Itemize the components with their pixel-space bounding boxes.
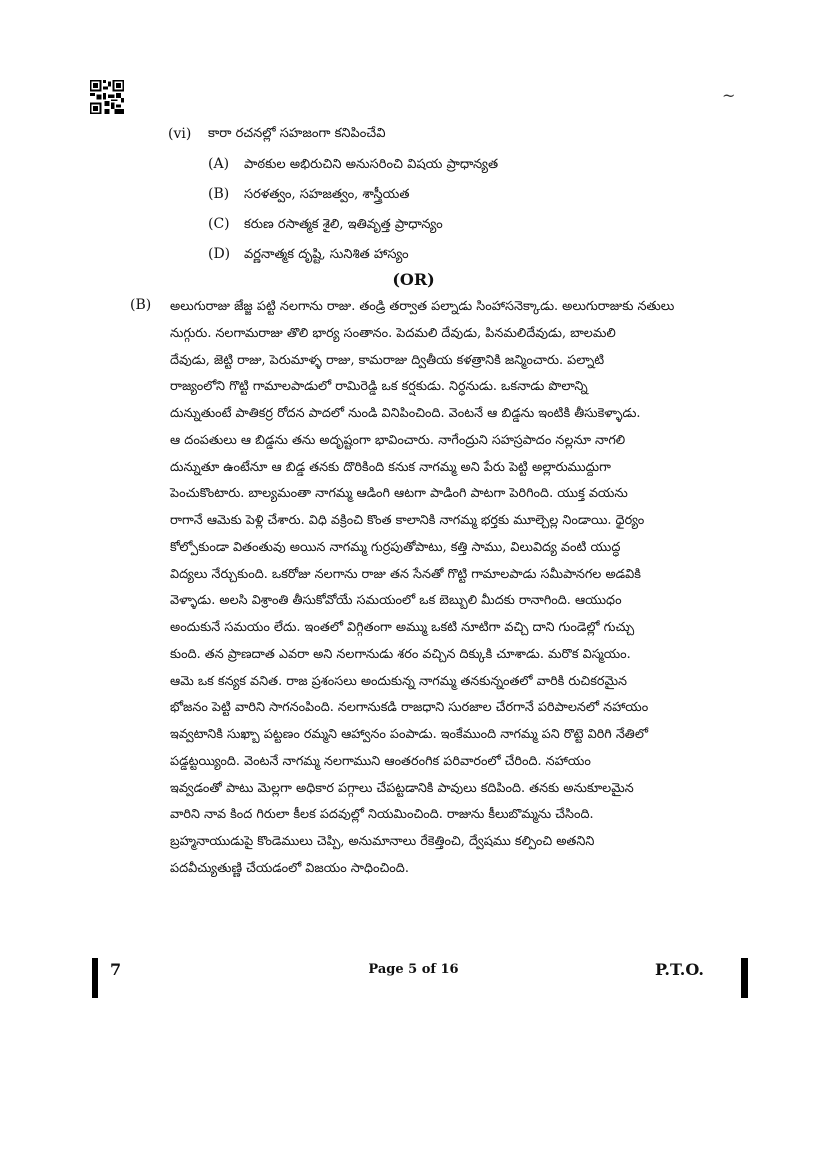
passage-line: రాజ్యంలోని గొట్టి గామాలపాడులో రామిరెడ్డి ఒక కర్షకుడు. నిర్ధనుడు. ఒకనాడు పొలాన్ని: [170, 379, 588, 395]
option-c: [208, 216, 443, 235]
option-letter: (A): [208, 156, 230, 172]
passage-line: పదవీచ్యుతుణ్ణి చేయడంలో విజయం సాధించింది.: [170, 860, 409, 876]
passage-line: పెంచుకొంటారు. బాల్యమంతా నాగమ్మ ఆడింగి ఆటగా పాడింగి పాటగా పెరిగింది. యుక్త వయను: [170, 486, 628, 502]
option-letter: (B): [208, 186, 230, 202]
passage-line: ఆమె ఒక కన్యక వనిత. రాజ ప్రశంసలు అందుకున్న నాగమ్మ తనకున్నంతలో వారికి రుచికరమైన: [170, 673, 628, 689]
option-text: కరుణ రసాత్మక శైలి, ఇతివృత్త ప్రాధాన్యం: [244, 217, 443, 232]
option-text: వర్ణనాత్మక దృష్టి, సునిశిత హాస్యం: [244, 247, 409, 262]
option-b: [208, 186, 409, 205]
passage-line: దున్నుతుంటే పాతికర్ర రోదన పాదలో నుండి వినిపించింది. వెంటనే ఆ బిడ్డను ఇంటికి తీసుకెళ్ళాడు.: [170, 406, 641, 421]
passage-label: (B): [130, 297, 152, 313]
passage-line: భోజనం పెట్టి వారిని సాగనంపింది. నలగానుకడి రాజధాని సురజాల చేరగానే పరిపాలనలో నహాయం: [170, 700, 649, 716]
footer-right-bar: [741, 958, 748, 998]
pto-label: P.T.O.: [655, 960, 704, 979]
passage-line: వెళ్ళాడు. అలసి విశ్రాంతి తీసుకోవోయే సమయంలో ఒక బెబ్బులి మీదకు రానాగింది. ఆయుధం: [170, 593, 622, 609]
passage-body: [170, 296, 700, 885]
header-tilde: ~: [722, 86, 736, 105]
passage-line: కుంది. తన ప్రాణదాత ఎవరా అని నలగానుడు శరం వచ్చిన దిక్కుకి చూశాడు. మరొక విస్మయం.: [170, 646, 631, 662]
option-d: [208, 246, 409, 265]
option-letter: (C): [208, 216, 230, 232]
question-label: (vi): [168, 126, 192, 142]
passage-line: విద్యలు నేర్చుకుంది. ఒకరోజు నలగాను రాజు తన సేనతో గొట్టి గామాలపాడు సమీపానగల అడవికి: [170, 566, 641, 582]
passage-line: దున్నుతూ ఉంటేనూ ఆ బిడ్డ తనకు దొరికింది కనుక నాగమ్మ అని పేరు పెట్టి అల్లారుముద్దుగా: [170, 459, 611, 475]
page-indicator: Page 5 of 16: [368, 962, 459, 977]
or-divider: (OR): [392, 270, 435, 289]
passage-line: దేవుడు, జెట్టి రాజు, పెరుమాళ్ళ రాజు, కామరాజు ద్వితీయ కళత్రానికి జన్మించారు. పల్నాటి: [170, 352, 605, 368]
passage-line: అందుకునే సమయం లేదు. ఇంతలో విగ్గితంగా అమ్ము ఒకటి నూటిగా వచ్చి దాని గుండెల్లో గుచ్చు: [170, 620, 635, 635]
question-text: కారా రచనల్లో సహజంగా కనిపించేవి: [208, 126, 386, 141]
footer-number: 7: [110, 960, 122, 979]
passage-line: ఇవ్వటానికి సుఖ్బా పట్టణం రమ్మని ఆహ్వానం పంపాడు. ఇంకేముంది నాగమ్మ పని రొట్టె విరిగి నేతిలో: [170, 727, 648, 742]
option-a: [208, 156, 498, 175]
passage-line: వారిని నావ కింద గిరులా కీలక పదవుల్లో నియమించింది. రాజును కీలుబొమ్మను చేసింది.: [170, 807, 594, 823]
passage-line: ఆ దంపతులు ఆ బిడ్డను తను అదృష్టంగా భావించారు. నాగేంద్రుని సహస్రపాదం నల్లనూ నాగలి: [170, 432, 626, 448]
passage-line: రాగానే ఆమెకు పెళ్లి చేశారు. విధి వక్రించి కొంత కాలానికి నాగమ్మ భర్తకు మూల్చెల్ల నిండాయి. ధైర్యం: [170, 513, 645, 528]
option-letter: (D): [208, 246, 231, 262]
passage-line: ఇవ్వడంతో పాటు మెల్లగా అధికార పగ్గాలు చేపట్టడానికి పావులు కదిపింది. తనకు అనుకూలమైన: [170, 780, 634, 796]
passage-line: నుగ్గురు. నలగామరాజు తొలి భార్య సంతానం. పెదమలి దేవుడు, పినమలిదేవుడు, బాలమలి: [170, 325, 616, 341]
passage-line: అలుగురాజు జేజ్జ పట్టి నలగాను రాజు. తండ్రి తర్వాత పల్నాడు సింహాసనెక్కాడు. అలుగురాజుకు నతులు: [170, 299, 675, 314]
passage-line: బ్రహ్మనాయుడుపై కొండెములు చెప్పి, అనుమానాలు రేకెత్తించి, ద్వేషము కల్పించి అతనిని: [170, 834, 595, 849]
passage-line: కోల్పోకుండా వితంతువు అయిన నాగమ్మ గుర్రపుతోపాటు, కత్తి సాము, విలువిద్య వంటి యుద్ధ: [170, 539, 621, 555]
option-text: సరళత్వం, సహజత్వం, శాస్త్రీయత: [244, 187, 410, 202]
passage-line: పడ్డట్టయ్యింది. వెంటనే నాగమ్మ నలగాముని ఆంతరంగిక పరివారంలో చేరింది. నహాయం: [170, 753, 591, 769]
option-text: పాఠకుల అభిరుచిని అనుసరించి విషయ ప్రాధాన్యత: [244, 157, 499, 172]
qr-code-icon: [90, 80, 124, 114]
